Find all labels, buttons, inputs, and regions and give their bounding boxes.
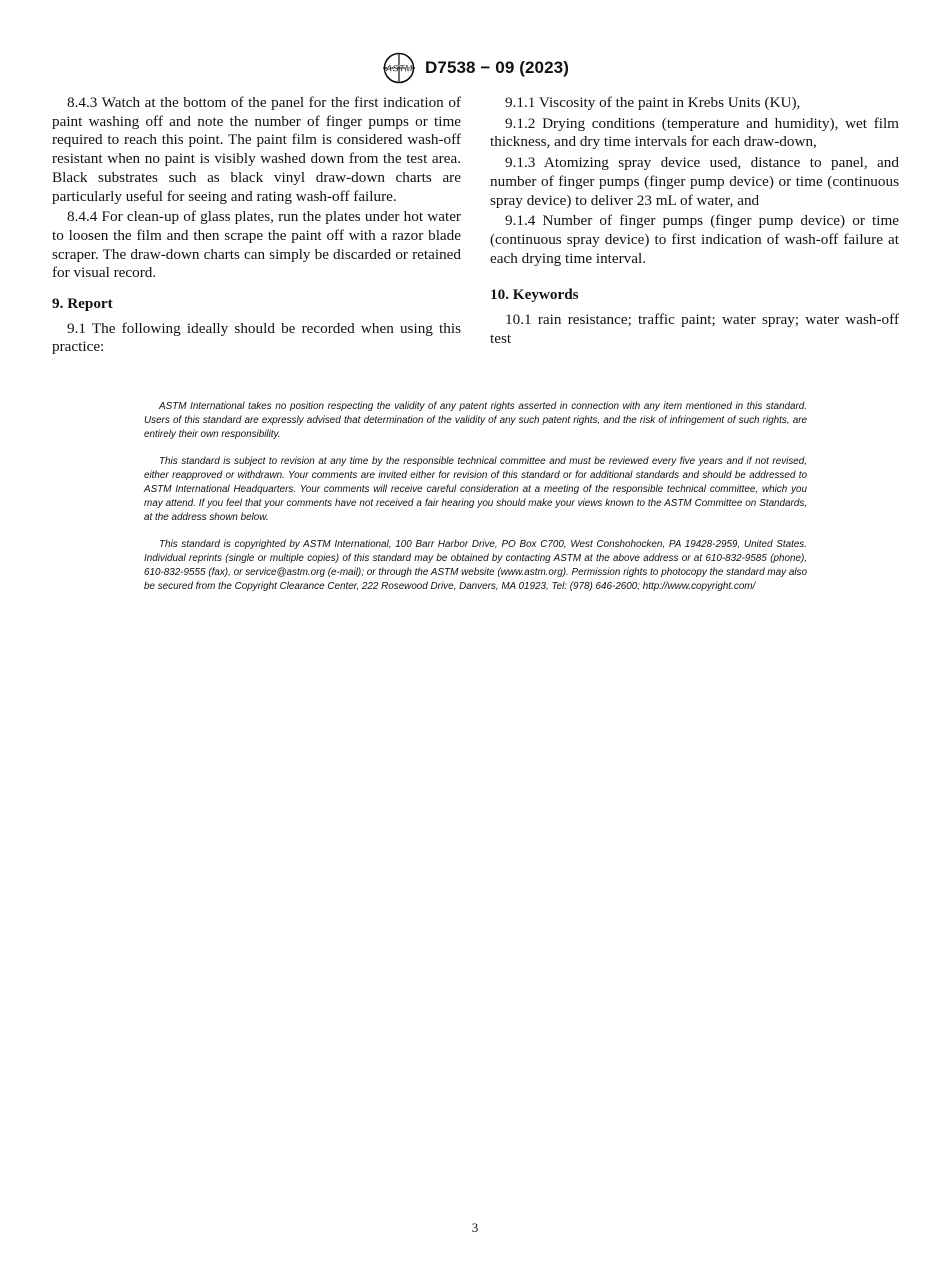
section-9-heading: 9. Report: [52, 295, 113, 313]
page-number: 3: [471, 1220, 479, 1235]
revision-notice: This standard is subject to revision at any time by the responsible technical committee and must be reviewed every five years and if not revised, either reapproved or withdrawn. Your comments are invited either for revision of this standard or for additional standards and should be addressed to ASTM International Headquarters. Your comments will receive careful consideration at a meeting of the responsible technical committee, which you may attend. If you feel that your comments have not received a fair hearing you should make your views known to the ASTM Committee on Standards, at the address shown below.: [144, 456, 807, 523]
paragraph-9-1-2: 9.1.2 Drying conditions (temperature and humidity), wet film thickness, and dry time intervals for each draw-down,: [490, 114, 899, 151]
standard-designation: D7538 − 09 (2023): [425, 58, 569, 77]
paragraph-8-4-3: 8.4.3 Watch at the bottom of the panel for the first indication of paint washing off and note the number of finger pumps or time required to reach this point. The paint film is considered wash-off resistant when no paint is visibly washed down from the test area. Black substrates such as black vinyl draw-down charts are particularly useful for seeing and rating wash-off failure.: [52, 94, 461, 205]
svg-text:ASTM: ASTM: [385, 63, 413, 75]
paragraph-9-1-3: 9.1.3 Atomizing spray device used, distance to panel, and number of finger pumps (finger pump device) or time (continuous spray device) to deliver 23 mL of water, and: [490, 154, 899, 209]
paragraph-8-4-4: 8.4.4 For clean-up of glass plates, run the plates under hot water to loosen the film and then scrape the paint off with a razor blade scraper. The draw-down charts can simply be discarded or retained for visual record.: [52, 208, 461, 282]
paragraph-9-1-4: 9.1.4 Number of finger pumps (finger pump device) or time (continuous spray device) to first indication of wash-off failure at each drying time interval.: [490, 212, 899, 267]
paragraph-10-1: 10.1 rain resistance; traffic paint; water spray; water wash-off test: [490, 311, 899, 347]
section-10-heading: 10. Keywords: [490, 286, 579, 304]
left-column: [52, 94, 461, 359]
copyright-notice: This standard is copyrighted by ASTM International, 100 Barr Harbor Drive, PO Box C700, West Conshohocken, PA 19428-2959, United States. Individual reprints (single or multiple copies) of this standard may be obtained by contacting ASTM at the above address or at 610-832-9585 (phone), 610-832-9555 (fax), or service@astm.org (e-mail); or through the ASTM website (www.astm.org). Permission rights to photocopy the standard may also be secured from the Copyright Clearance Center, 222 Rosewood Drive, Danvers, MA 01923, Tel: (978) 646-2600; http://www.copyright.com/: [144, 539, 807, 592]
page-header: [0, 52, 950, 84]
paragraph-9-1-1: 9.1.1 Viscosity of the paint in Krebs Units (KU),: [505, 94, 801, 111]
legal-notices: [144, 400, 807, 608]
paragraph-9-1: 9.1 The following ideally should be recorded when using this practice:: [52, 319, 461, 356]
right-column: [490, 94, 899, 350]
astm-logo-icon: [381, 52, 417, 84]
patent-notice: ASTM International takes no position respecting the validity of any patent rights asserted in connection with any item mentioned in this standard. Users of this standard are expressly advised that determination of the validity of any such patent rights, and the risk of infringement of such rights, are entirely their own responsibility.: [144, 401, 807, 440]
